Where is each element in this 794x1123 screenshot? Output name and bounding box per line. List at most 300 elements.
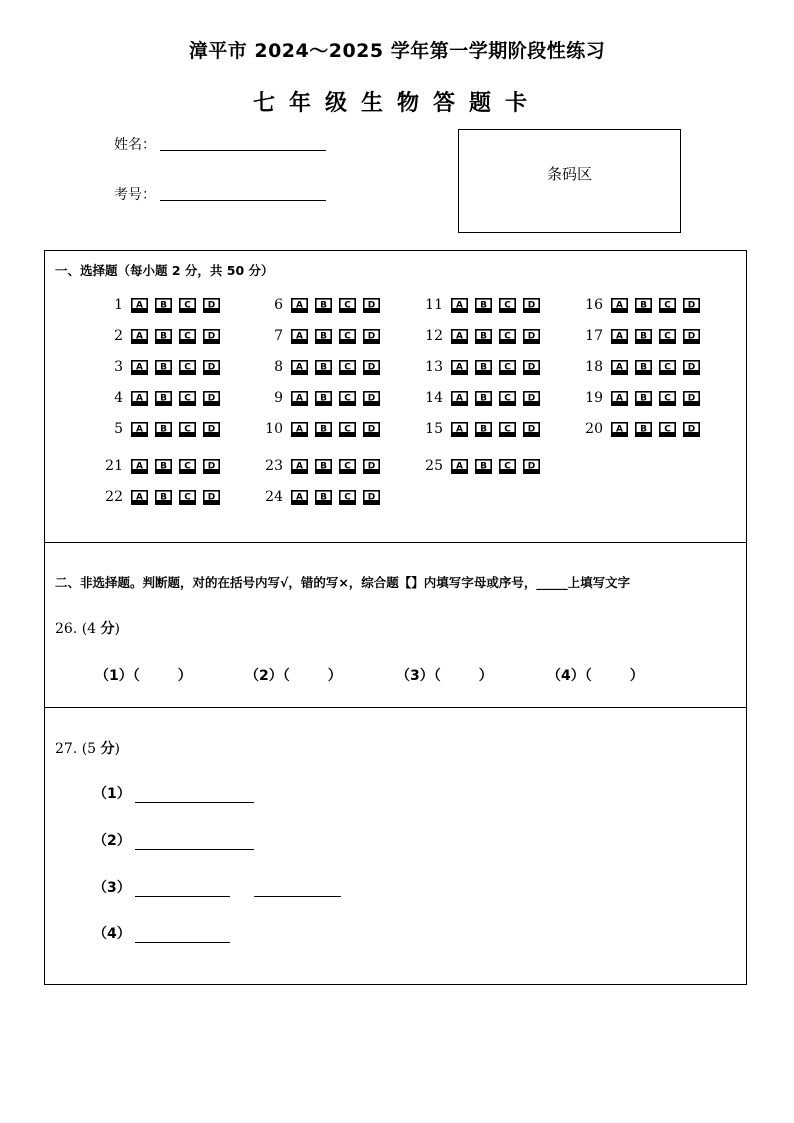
option-bubble-a[interactable] [131, 422, 148, 437]
bubble-glyph [131, 391, 148, 406]
choice-question [255, 487, 387, 507]
bubble-glyph [683, 298, 700, 313]
bubble-glyph [451, 298, 468, 313]
option-bubble-a[interactable] [131, 298, 148, 313]
option-bubble-b[interactable] [315, 391, 332, 406]
option-bubble-b[interactable] [155, 298, 172, 313]
bubble-letter: D [367, 461, 376, 471]
option-bubble-b[interactable] [635, 422, 652, 437]
option-bubble-a[interactable] [451, 391, 468, 406]
question-number: 9 [274, 390, 283, 406]
bubble-letter: D [527, 424, 536, 434]
bubble-glyph [523, 422, 540, 437]
q27-item-1 [93, 783, 254, 803]
choice-question [95, 388, 227, 408]
bubble-glyph [363, 360, 380, 375]
option-bubble-d[interactable] [203, 490, 220, 505]
bubble-letter: A [136, 331, 143, 341]
option-bubble-a[interactable] [451, 422, 468, 437]
bubble-glyph [475, 459, 492, 474]
choice-question [415, 419, 547, 439]
bubble-glyph [155, 459, 172, 474]
bubble-glyph [611, 360, 628, 375]
bubble-glyph [475, 360, 492, 375]
option-bubble-b[interactable] [475, 422, 492, 437]
bubble-letter: D [207, 393, 216, 403]
option-bubble-a[interactable] [451, 459, 468, 474]
question-number: 5 [114, 421, 123, 437]
bubble-glyph [203, 459, 220, 474]
bubble-letter: C [664, 300, 671, 310]
option-bubble-d[interactable] [203, 360, 220, 375]
option-bubble-b[interactable] [155, 360, 172, 375]
choice-question [415, 295, 547, 315]
option-bubble-a[interactable] [291, 391, 308, 406]
bubble-letter: D [687, 424, 696, 434]
bubble-letter: C [344, 300, 351, 310]
bubble-glyph [659, 329, 676, 344]
bubble-glyph [291, 298, 308, 313]
bubble-glyph [291, 459, 308, 474]
option-bubble-d[interactable] [363, 459, 380, 474]
option-bubble-d[interactable] [683, 391, 700, 406]
bubble-letter: A [456, 393, 463, 403]
bubble-glyph [635, 298, 652, 313]
option-bubble-d[interactable] [203, 422, 220, 437]
option-bubble-d[interactable] [203, 459, 220, 474]
bubble-glyph [451, 422, 468, 437]
option-bubble-a[interactable] [131, 329, 148, 344]
option-bubble-d[interactable] [363, 391, 380, 406]
bubble-letter: A [616, 362, 623, 372]
option-bubble-b[interactable] [475, 391, 492, 406]
bubble-letter: A [616, 393, 623, 403]
option-bubble-a[interactable] [611, 298, 628, 313]
option-bubble-a[interactable] [451, 329, 468, 344]
option-bubble-b[interactable] [155, 329, 172, 344]
bubble-letter: D [207, 362, 216, 372]
option-bubble-c[interactable] [499, 329, 516, 344]
bubble-glyph [315, 490, 332, 505]
bubble-glyph [499, 391, 516, 406]
option-bubble-b[interactable] [635, 298, 652, 313]
bubble-glyph [203, 360, 220, 375]
option-bubble-b[interactable] [635, 329, 652, 344]
bubble-glyph [179, 391, 196, 406]
bubble-letter: B [320, 331, 327, 341]
option-bubble-a[interactable] [291, 459, 308, 474]
bubble-letter: D [367, 331, 376, 341]
bubble-glyph [315, 459, 332, 474]
option-bubble-c[interactable] [179, 360, 196, 375]
bubble-letter: D [367, 424, 376, 434]
bubble-letter: D [367, 492, 376, 502]
option-bubble-c[interactable] [179, 422, 196, 437]
choice-question [575, 326, 707, 346]
bubble-glyph [131, 490, 148, 505]
bubble-letter: A [456, 461, 463, 471]
answer-blank[interactable] [135, 848, 254, 850]
bubble-letter: C [504, 393, 511, 403]
bubble-glyph [611, 391, 628, 406]
bubble-letter: A [456, 362, 463, 372]
bubble-glyph [523, 459, 540, 474]
option-bubble-c[interactable] [339, 459, 356, 474]
answer-blank[interactable] [135, 941, 230, 943]
bubble-glyph [131, 422, 148, 437]
bubble-letter: B [320, 492, 327, 502]
choice-question [255, 456, 387, 476]
question-number: 18 [585, 359, 603, 375]
bubble-letter: D [687, 362, 696, 372]
bubble-glyph [203, 329, 220, 344]
bubble-glyph [635, 391, 652, 406]
bubble-letter: D [527, 331, 536, 341]
bubble-glyph [155, 298, 172, 313]
bubble-letter: B [160, 362, 167, 372]
bubble-letter: C [504, 461, 511, 471]
bubble-glyph [475, 422, 492, 437]
bubble-letter: B [480, 300, 487, 310]
option-bubble-a[interactable] [131, 459, 148, 474]
q26-item-3[interactable] [396, 665, 493, 685]
option-bubble-c[interactable] [339, 490, 356, 505]
bubble-glyph [499, 422, 516, 437]
judgement-section [44, 542, 747, 708]
bubble-letter: C [344, 331, 351, 341]
bubble-glyph [659, 391, 676, 406]
exam-no-field[interactable] [160, 199, 326, 201]
option-bubble-a[interactable] [611, 329, 628, 344]
option-bubble-b[interactable] [155, 422, 172, 437]
option-bubble-c[interactable] [499, 422, 516, 437]
choice-question [95, 357, 227, 377]
bubble-glyph [315, 329, 332, 344]
bubble-glyph [179, 360, 196, 375]
bubble-glyph [291, 422, 308, 437]
option-bubble-b[interactable] [155, 490, 172, 505]
bubble-letter: A [296, 393, 303, 403]
option-bubble-a[interactable] [291, 360, 308, 375]
option-bubble-a[interactable] [131, 391, 148, 406]
bubble-letter: A [296, 300, 303, 310]
option-bubble-b[interactable] [155, 459, 172, 474]
option-bubble-c[interactable] [339, 391, 356, 406]
q27-item-3 [93, 877, 341, 897]
bubble-letter: C [184, 393, 191, 403]
choice-question [255, 295, 387, 315]
option-bubble-d[interactable] [523, 360, 540, 375]
option-bubble-d[interactable] [523, 391, 540, 406]
option-bubble-c[interactable] [179, 490, 196, 505]
bubble-letter: B [640, 331, 647, 341]
bubble-glyph [523, 360, 540, 375]
option-bubble-b[interactable] [635, 360, 652, 375]
option-bubble-b[interactable] [475, 360, 492, 375]
question-number: 15 [425, 421, 443, 437]
answer-blank[interactable] [135, 895, 230, 897]
bubble-glyph [179, 329, 196, 344]
option-bubble-a[interactable] [291, 329, 308, 344]
bubble-glyph [291, 490, 308, 505]
bubble-letter: A [616, 300, 623, 310]
bubble-letter: A [616, 424, 623, 434]
question-number: 21 [105, 458, 123, 474]
bubble-glyph [683, 329, 700, 344]
option-bubble-d[interactable] [363, 490, 380, 505]
answer-blank[interactable] [254, 895, 341, 897]
option-bubble-a[interactable] [131, 360, 148, 375]
question-number: 2 [114, 328, 123, 344]
q26-item-1[interactable] [95, 665, 192, 685]
option-bubble-c[interactable] [339, 422, 356, 437]
option-bubble-c[interactable] [179, 459, 196, 474]
bubble-letter: C [664, 393, 671, 403]
option-bubble-a[interactable] [291, 298, 308, 313]
option-bubble-c[interactable] [179, 329, 196, 344]
option-bubble-d[interactable] [363, 298, 380, 313]
q26-item-2[interactable] [245, 665, 342, 685]
option-bubble-c[interactable] [659, 329, 676, 344]
bubble-letter: C [664, 362, 671, 372]
bubble-glyph [315, 360, 332, 375]
bubble-glyph [451, 360, 468, 375]
bubble-letter: D [207, 300, 216, 310]
option-bubble-a[interactable] [291, 422, 308, 437]
bubble-glyph [315, 391, 332, 406]
bubble-glyph [451, 459, 468, 474]
barcode-label: 条码区 [546, 165, 592, 183]
bubble-letter: B [320, 393, 327, 403]
option-bubble-d[interactable] [523, 329, 540, 344]
bubble-glyph [339, 329, 356, 344]
bubble-glyph [499, 360, 516, 375]
option-bubble-b[interactable] [315, 298, 332, 313]
option-bubble-d[interactable] [203, 298, 220, 313]
option-bubble-b[interactable] [315, 490, 332, 505]
option-bubble-c[interactable] [179, 391, 196, 406]
bubble-letter: C [504, 362, 511, 372]
bubble-letter: D [207, 331, 216, 341]
item-label: （4） [93, 926, 131, 942]
bubble-letter: B [320, 362, 327, 372]
choice-question [95, 326, 227, 346]
bubble-letter: C [184, 362, 191, 372]
option-bubble-c[interactable] [499, 298, 516, 313]
bubble-letter: C [184, 461, 191, 471]
bubble-glyph [155, 329, 172, 344]
option-bubble-a[interactable] [131, 490, 148, 505]
option-bubble-b[interactable] [315, 329, 332, 344]
option-bubble-c[interactable] [659, 298, 676, 313]
bubble-letter: C [184, 424, 191, 434]
bubble-letter: B [160, 331, 167, 341]
question-number: 24 [265, 489, 283, 505]
bubble-glyph [659, 298, 676, 313]
bubble-letter: C [184, 331, 191, 341]
bubble-letter: B [320, 461, 327, 471]
option-bubble-c[interactable] [499, 391, 516, 406]
choice-question [575, 388, 707, 408]
choice-question [95, 456, 227, 476]
bubble-letter: B [160, 424, 167, 434]
item-close: ） [478, 668, 493, 684]
option-bubble-d[interactable] [523, 459, 540, 474]
bubble-letter: D [367, 393, 376, 403]
bubble-glyph [683, 360, 700, 375]
option-bubble-c[interactable] [339, 329, 356, 344]
bubble-glyph [131, 360, 148, 375]
bubble-glyph [499, 329, 516, 344]
choice-question [575, 295, 707, 315]
option-bubble-a[interactable] [451, 360, 468, 375]
bubble-letter: A [136, 362, 143, 372]
option-bubble-c[interactable] [659, 391, 676, 406]
question-number: 25 [425, 458, 443, 474]
item-close: ） [177, 668, 192, 684]
option-bubble-c[interactable] [179, 298, 196, 313]
question-unit: 分 [100, 741, 115, 757]
option-bubble-b[interactable] [635, 391, 652, 406]
option-bubble-a[interactable] [451, 298, 468, 313]
question-27-title [55, 738, 120, 758]
bubble-glyph [523, 329, 540, 344]
bubble-letter: D [207, 492, 216, 502]
bubble-letter: B [640, 393, 647, 403]
bubble-glyph [339, 298, 356, 313]
option-bubble-d[interactable] [203, 391, 220, 406]
option-bubble-d[interactable] [683, 298, 700, 313]
bubble-glyph [451, 329, 468, 344]
question-number: 7 [274, 328, 283, 344]
bubble-letter: B [640, 300, 647, 310]
option-bubble-c[interactable] [339, 298, 356, 313]
answer-blank[interactable] [135, 801, 254, 803]
bubble-glyph [363, 422, 380, 437]
question-number: 13 [425, 359, 443, 375]
question-unit: 分 [100, 621, 115, 637]
bubble-glyph [363, 459, 380, 474]
bubble-letter: D [527, 362, 536, 372]
option-bubble-b[interactable] [315, 360, 332, 375]
bubble-letter: D [367, 362, 376, 372]
option-bubble-d[interactable] [363, 329, 380, 344]
bubble-glyph [131, 329, 148, 344]
question-number: 19 [585, 390, 603, 406]
bubble-letter: C [184, 300, 191, 310]
option-bubble-c[interactable] [499, 360, 516, 375]
bubble-letter: C [504, 424, 511, 434]
option-bubble-c[interactable] [659, 422, 676, 437]
option-bubble-d[interactable] [523, 422, 540, 437]
option-bubble-d[interactable] [683, 329, 700, 344]
bubble-letter: C [344, 492, 351, 502]
option-bubble-c[interactable] [659, 360, 676, 375]
card-subtitle: 七年级生物答题卡 [252, 91, 541, 116]
choice-question [575, 357, 707, 377]
bubble-letter: B [320, 424, 327, 434]
option-bubble-c[interactable] [499, 459, 516, 474]
bubble-glyph [339, 422, 356, 437]
option-bubble-a[interactable] [611, 360, 628, 375]
bubble-glyph [611, 422, 628, 437]
exam-no-label: 考号： [114, 187, 156, 203]
bubble-glyph [523, 391, 540, 406]
option-bubble-a[interactable] [611, 391, 628, 406]
bubble-glyph [659, 422, 676, 437]
bubble-letter: C [344, 424, 351, 434]
bubble-letter: B [160, 300, 167, 310]
question-number: 14 [425, 390, 443, 406]
option-bubble-a[interactable] [611, 422, 628, 437]
bubble-glyph [499, 298, 516, 313]
option-bubble-c[interactable] [339, 360, 356, 375]
bubble-letter: B [640, 362, 647, 372]
option-bubble-b[interactable] [475, 459, 492, 474]
q27-item-2 [93, 830, 254, 850]
section-heading: 一、选择题（每小题 2 分，共 50 分） [55, 263, 274, 278]
bubble-letter: D [367, 300, 376, 310]
bubble-letter: C [184, 492, 191, 502]
bubble-glyph [363, 329, 380, 344]
option-bubble-d[interactable] [683, 360, 700, 375]
bubble-glyph [683, 422, 700, 437]
bubble-letter: C [504, 300, 511, 310]
bubble-glyph [475, 329, 492, 344]
bubble-letter: B [160, 393, 167, 403]
option-bubble-b[interactable] [475, 298, 492, 313]
option-bubble-d[interactable] [363, 360, 380, 375]
bubble-glyph [363, 490, 380, 505]
bubble-glyph [451, 391, 468, 406]
option-bubble-d[interactable] [363, 422, 380, 437]
bubble-glyph [499, 459, 516, 474]
bubble-letter: C [344, 461, 351, 471]
option-bubble-b[interactable] [475, 329, 492, 344]
item-open: （4）（ [547, 668, 592, 684]
bubble-glyph [635, 422, 652, 437]
choice-question [95, 295, 227, 315]
bubble-glyph [179, 490, 196, 505]
barcode-area [458, 129, 681, 233]
bubble-letter: B [480, 362, 487, 372]
item-label: （1） [93, 786, 131, 802]
choice-question [255, 419, 387, 439]
option-bubble-b[interactable] [315, 422, 332, 437]
item-close: ） [629, 668, 644, 684]
bubble-letter: D [687, 331, 696, 341]
bubble-letter: B [480, 331, 487, 341]
bubble-letter: A [136, 461, 143, 471]
bubble-glyph [339, 391, 356, 406]
option-bubble-a[interactable] [291, 490, 308, 505]
item-open: （2）（ [245, 668, 290, 684]
option-bubble-b[interactable] [155, 391, 172, 406]
option-bubble-d[interactable] [523, 298, 540, 313]
q26-item-4[interactable] [547, 665, 644, 685]
option-bubble-d[interactable] [683, 422, 700, 437]
bubble-letter: A [456, 331, 463, 341]
bubble-letter: A [616, 331, 623, 341]
item-close: ） [327, 668, 342, 684]
name-field[interactable] [160, 149, 326, 151]
bubble-letter: B [160, 461, 167, 471]
question-number: 20 [585, 421, 603, 437]
bubble-glyph [611, 298, 628, 313]
option-bubble-b[interactable] [315, 459, 332, 474]
option-bubble-d[interactable] [203, 329, 220, 344]
bubble-glyph [179, 459, 196, 474]
